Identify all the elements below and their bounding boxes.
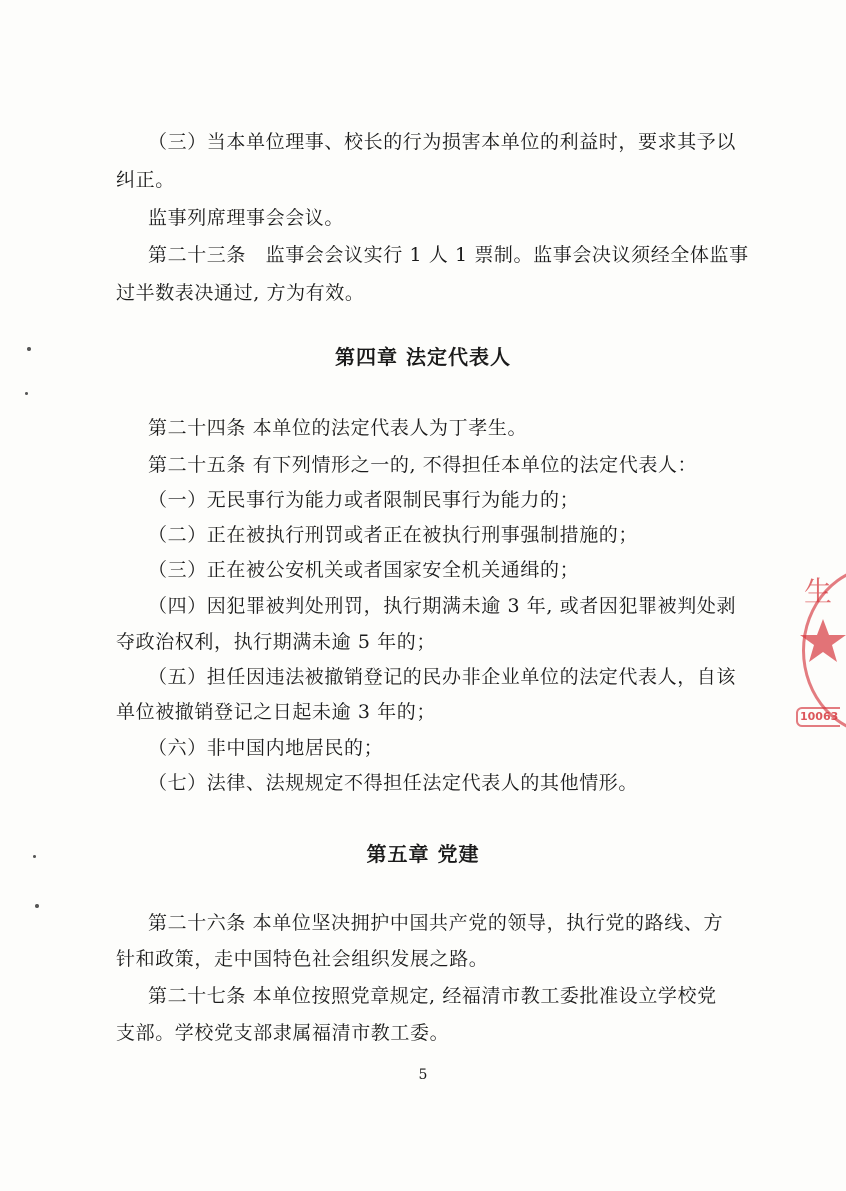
scan-speck [33,855,36,858]
scan-speck [27,347,31,351]
chapter-heading: 第四章 法定代表人 [335,345,511,369]
paragraph-line: （三）正在被公安机关或者国家安全机关通缉的； [148,559,580,581]
paragraph-line: 夺政治权利，执行期满未逾 5 年的； [116,631,436,653]
paragraph-line: 第二十六条 本单位坚决拥护中国共产党的领导，执行党的路线、方 [148,912,724,934]
paragraph-line: 单位被撤销登记之日起未逾 3 年的； [116,701,436,723]
seal-code: 10063 [796,707,840,727]
paragraph-line: 过半数表决通过, 方为有效。 [116,282,365,304]
paragraph-line: （七）法律、法规规定不得担任法定代表人的其他情形。 [148,772,639,794]
scan-speck [35,904,39,908]
paragraph-line: 纠正。 [116,169,175,191]
chapter-heading: 第五章 党建 [366,842,480,866]
paragraph-line: 第二十四条 本单位的法定代表人为丁孝生。 [148,417,528,439]
paragraph-line: （二）正在被执行刑罚或者正在被执行刑事强制措施的； [148,524,639,546]
paragraph-line: 针和政策，走中国特色社会组织发展之路。 [116,948,489,970]
seal-character: 生 [804,575,833,608]
page-number: 5 [418,1067,428,1083]
paragraph-line: （五）担任因违法被撤销登记的民办非企业单位的法定代表人，自该 [148,666,737,688]
seal-star-icon [798,617,846,667]
paragraph-line: 第二十五条 有下列情形之一的, 不得担任本单位的法定代表人： [148,454,698,476]
scan-speck [25,392,28,395]
paragraph-line: 监事列席理事会会议。 [148,207,345,229]
paragraph-line: （六）非中国内地居民的； [148,737,384,759]
paragraph-line: （一）无民事行为能力或者限制民事行为能力的； [148,489,580,511]
paragraph-line: 支部。学校党支部隶属福清市教工委。 [116,1022,450,1044]
paragraph-line: （三）当本单位理事、校长的行为损害本单位的利益时，要求其予以 [148,131,737,153]
paragraph-line: （四）因犯罪被判处刑罚，执行期满未逾 3 年, 或者因犯罪被判处剥 [148,595,737,617]
paragraph-line: 第二十七条 本单位按照党章规定, 经福清市教工委批准设立学校党 [148,985,717,1007]
official-seal [794,565,846,735]
paragraph-line: 第二十三条 监事会会议实行 1 人 1 票制。监事会决议须经全体监事 [148,244,749,266]
